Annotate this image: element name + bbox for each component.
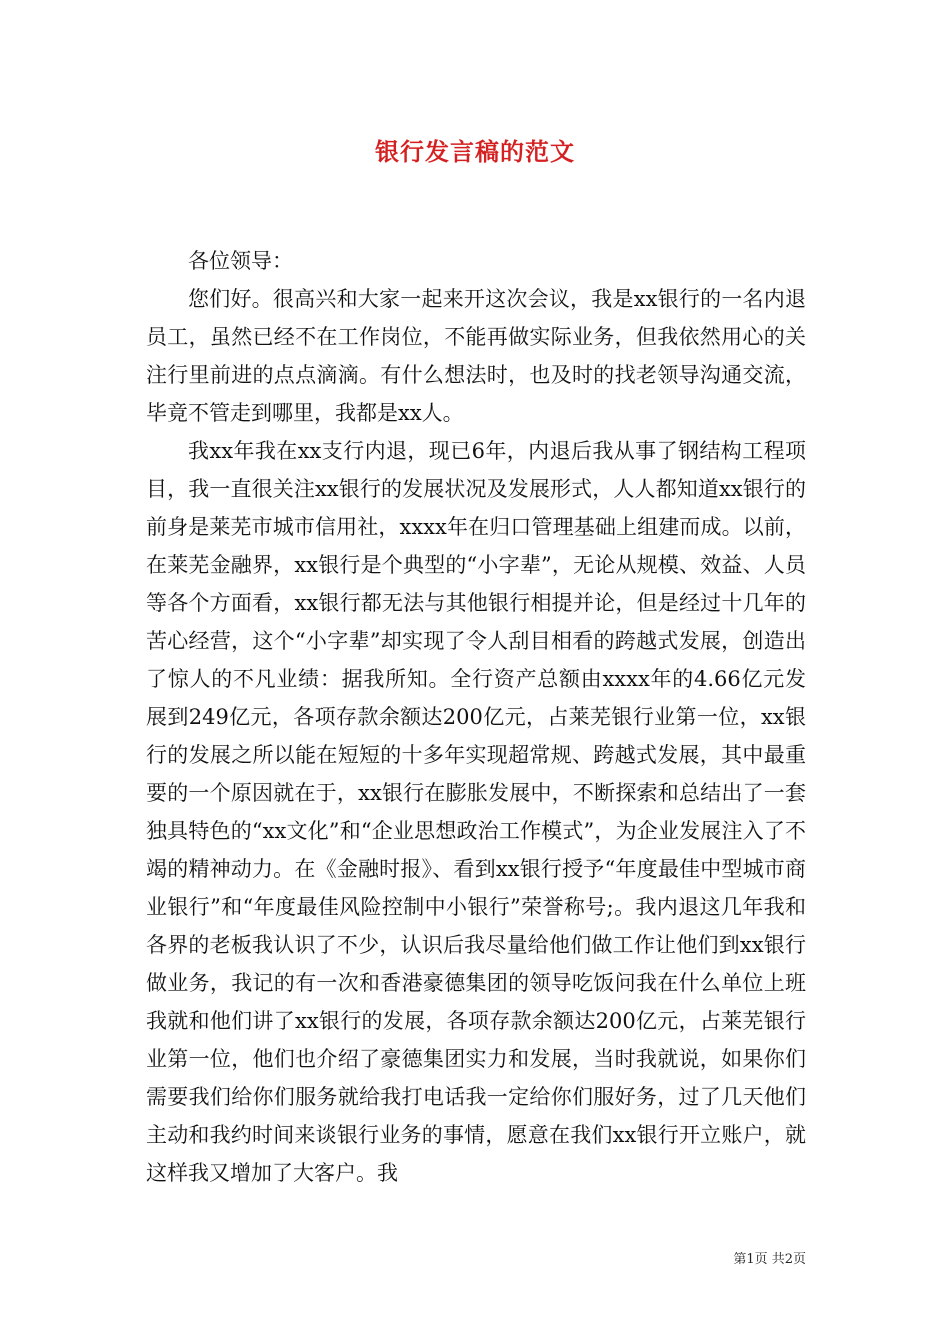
document-title: 银行发言稿的范文 [375,137,575,166]
paragraph-2: 我xx年我在xx支行内退，现已6年，内退后我从事了钢结构工程项目，我一直很关注xx银行的发展状况及发展形式，人人都知道xx银行的前身是莱芜市城市信用社，xxxx年在归口管理基础上组建而成。以前，在莱芜金融界，xx银行是个典型的“小字辈”，无论从规模、效益、人员等各个方面看，xx银行都无法与其他银行相提并论，但是经过十几年的苦心经营，这个“小字辈”却实现了令人刮目相看的跨越式发展，创造出了惊人的不凡业绩：据我所知。全行资产总额由xxxx年的4.66亿元发展到249亿元，各项存款余额达200亿元，占莱芜银行业第一位，xx银行的发展之所以能在短短的十多年实现超常规、跨越式发展，其中最重要的一个原因就在于，xx银行在膨胀发展中，不断探索和总结出了一套独具特色的“xx文化”和“企业思想政治工作模式”，为企业发展注入了不竭的精神动力。在《金融时报》、看到xx银行授予“年度最佳中型城市商业银行”和“年度最佳风险控制中小银行”荣誉称号;。我内退这几年我和各界的老板我认识了不少，认识后我尽量给他们做工作让他们到xx银行做业务，我记的有一次和香港豪德集团的领导吃饭问我在什么单位上班我就和他们讲了xx银行的发展，各项存款余额达200亿元，占莱芜银行业第一位，他们也介绍了豪德集团实力和发展，当时我就说，如果你们需要我们给你们服务就给我打电话我一定给你们服好务，过了几天他们主动和我约时间来谈银行业务的事情，愿意在我们xx银行开立账户，就这样我又增加了大客户。我 [146,439,806,1185]
page-number: 第1页 共2页 [733,1252,806,1267]
greeting: 各位领导： [188,249,293,273]
document-body [146,242,806,1192]
paragraph-1: 您们好。很高兴和大家一起来开这次会议，我是xx银行的一名内退员工，虽然已经不在工作岗位，不能再做实际业务，但我依然用心的关注行里前进的点点滴滴。有什么想法时，也及时的找老领导沟通交流，毕竟不管走到哪里，我都是xx人。 [146,287,806,425]
